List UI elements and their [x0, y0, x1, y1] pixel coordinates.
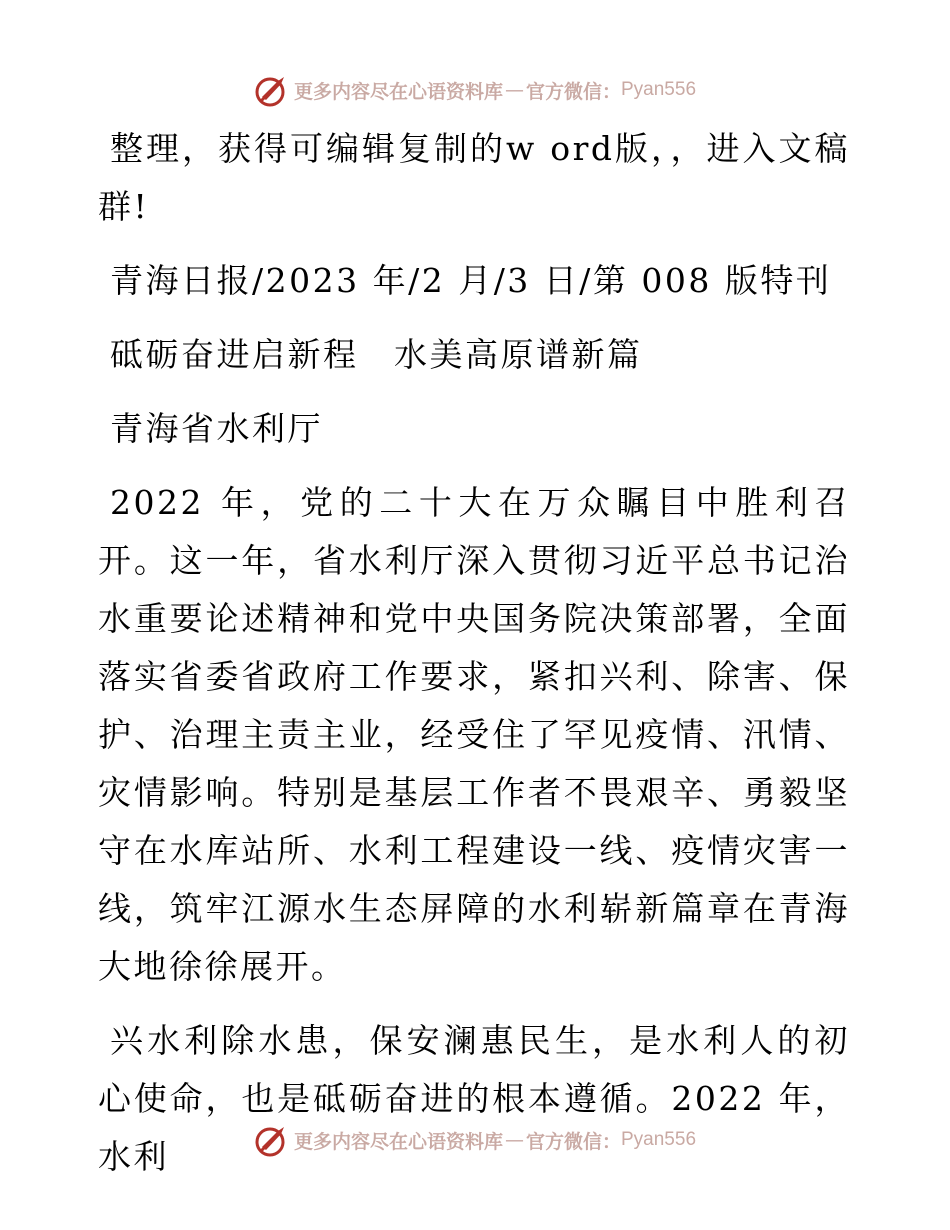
watermark-site-text: 更多内容尽在心语资料库: [293, 80, 503, 103]
watermark-site-text: 更多内容尽在心语资料库: [293, 1130, 503, 1153]
paragraph-body-2: 兴水利除水患，保安澜惠民生，是水利人的初心使命，也是砥砺奋进的根本遵循。2022 年，水利: [98, 1021, 850, 1176]
watermark-label: 官方微信：: [525, 80, 621, 103]
paragraph-intro: 整理，获得可编辑复制的w ord版，，进入文稿群!: [98, 129, 850, 226]
paragraph-author: 青海省水利厅: [110, 409, 323, 448]
watermark-separator: —: [504, 1129, 524, 1151]
watermark-separator: —: [504, 79, 524, 101]
footer-watermark: [0, 1120, 950, 1160]
paragraph-source: 青海日报/2023 年/2 月/3 日/第 008 版特刊: [110, 261, 832, 300]
paragraph-title: 砥砺奋进启新程 水美高原谱新篇: [110, 335, 643, 374]
pen-logo-icon: [254, 73, 290, 107]
watermark-label: 官方微信：: [525, 1130, 621, 1153]
watermark-wechat-id: Pyan556: [621, 79, 697, 100]
pen-logo-icon: [254, 1123, 290, 1157]
watermark-wechat-id: Pyan556: [621, 1129, 697, 1150]
paragraph-body-1: 2022 年，党的二十大在万众瞩目中胜利召开。这一年，省水利厅深入贯彻习近平总书记治水重要论述精神和党中央国务院决策部署，全面落实省委省政府工作要求，紧扣兴利、除害、保护、治理主责主业，经受住了罕见疫情、汛情、灾情影响。特别是基层工作者不畏艰辛、勇毅坚守在水库站所、水利工程建设一线、疫情灾害一线，筑牢江源水生态屏障的水利崭新篇章在青海大地徐徐展开。: [98, 483, 850, 986]
header-watermark: [0, 70, 950, 110]
document-body: [98, 120, 850, 1202]
